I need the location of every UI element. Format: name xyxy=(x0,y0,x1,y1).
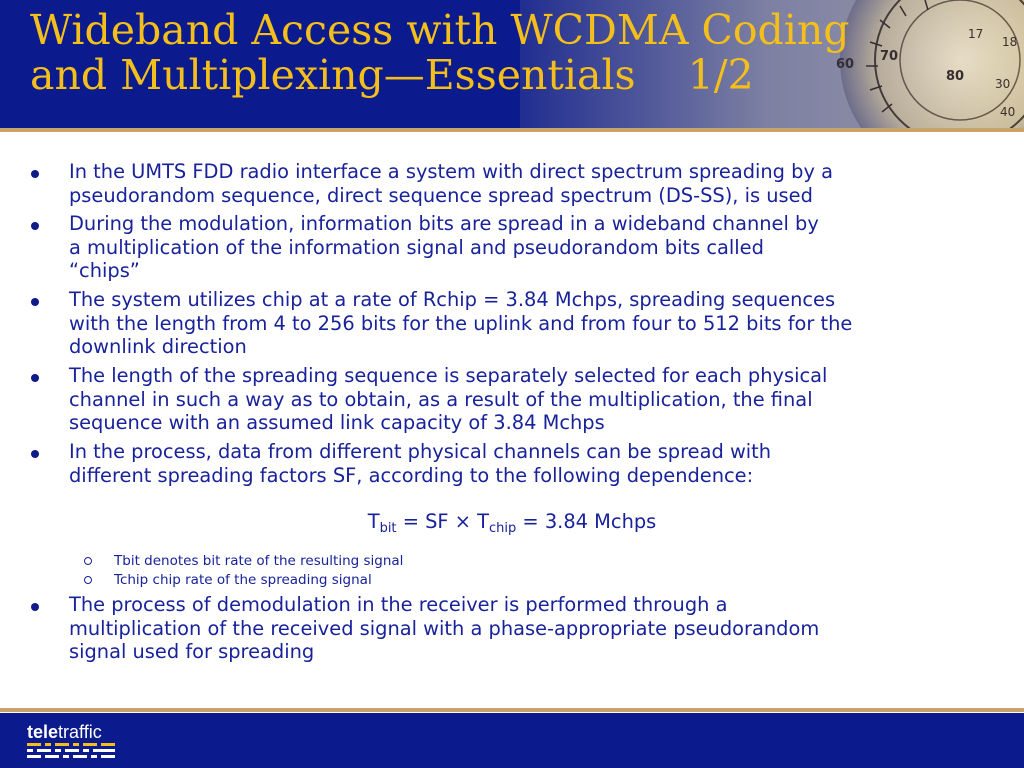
paragraph-line: channel in such a way as to obtain, as a result of the multiplication, the final xyxy=(69,387,813,411)
formula-part: T xyxy=(367,510,380,533)
formula-part: = 3.84 Mchps xyxy=(516,510,657,533)
formula-part: = SF × T xyxy=(396,510,489,533)
bullet-marker xyxy=(31,603,39,611)
logo-bold: tele xyxy=(27,722,59,742)
slide-title xyxy=(30,8,1010,98)
paragraph-line: The process of demodulation in the receiver is performed through a xyxy=(69,593,728,616)
paragraph-line: a multiplication of the information signal and pseudorandom bits called xyxy=(69,235,764,259)
logo-rest: traffic xyxy=(58,722,102,742)
sub-bullet-text: Tchip chip rate of the spreading signal xyxy=(114,572,372,588)
logo-wordmark xyxy=(27,722,102,742)
bullet-paragraph xyxy=(69,212,999,283)
sub-bullet-marker xyxy=(84,576,92,584)
slide-header xyxy=(0,0,1024,128)
paragraph-line: signal used for spreading xyxy=(69,640,315,663)
logo-bars-icon xyxy=(27,742,117,760)
paragraph-line: sequence with an assumed link capacity of 3.84 Mchps xyxy=(69,411,605,434)
bullet-paragraph xyxy=(69,593,999,664)
bullet-marker xyxy=(31,170,39,178)
paragraph-line: multiplication of the received signal with a phase-appropriate pseudorandom xyxy=(69,616,820,640)
footer-divider xyxy=(0,708,1024,712)
bullet-paragraph xyxy=(69,364,999,435)
bullet-marker xyxy=(31,450,39,458)
formula-subscript: chip xyxy=(489,521,517,536)
paragraph-line: The system utilizes chip at a rate of Rchip = 3.84 Mchps, spreading sequences xyxy=(69,288,836,311)
paragraph-line: pseudorandom sequence, direct sequence spread spectrum (DS-SS), is used xyxy=(69,183,813,207)
paragraph-line: downlink direction xyxy=(69,335,247,358)
slide-footer xyxy=(0,713,1024,768)
bullet-paragraph xyxy=(69,288,999,359)
bullet-marker xyxy=(31,298,39,306)
bullet-paragraph xyxy=(69,440,999,487)
paragraph-line: In the UMTS FDD radio interface a system with direct spectrum spreading by a xyxy=(69,160,833,183)
bullet-marker xyxy=(31,222,39,230)
paragraph-line: different spreading factors SF, according to the following dependence: xyxy=(69,463,754,487)
spreading-formula xyxy=(0,510,1024,534)
bullet-marker xyxy=(31,374,39,382)
sub-bullet-marker xyxy=(84,557,92,565)
teletraffic-logo xyxy=(27,722,127,762)
paragraph-line: with the length from 4 to 256 bits for the uplink and from four to 512 bits for the xyxy=(69,311,853,335)
paragraph-line: “chips” xyxy=(69,259,140,282)
title-divider xyxy=(0,128,1024,132)
bullet-paragraph xyxy=(69,160,999,207)
title-line: and Multiplexing—Essentials 1/2 xyxy=(30,51,754,99)
title-line: Wideband Access with WCDMA Coding xyxy=(30,6,850,54)
sub-bullet-text: Tbit denotes bit rate of the resulting signal xyxy=(114,553,404,569)
paragraph-line: In the process, data from different physical channels can be spread with xyxy=(69,440,772,463)
formula-subscript: bit xyxy=(379,521,397,536)
paragraph-line: The length of the spreading sequence is separately selected for each physical xyxy=(69,364,828,387)
paragraph-line: During the modulation, information bits are spread in a wideband channel by xyxy=(69,212,819,235)
